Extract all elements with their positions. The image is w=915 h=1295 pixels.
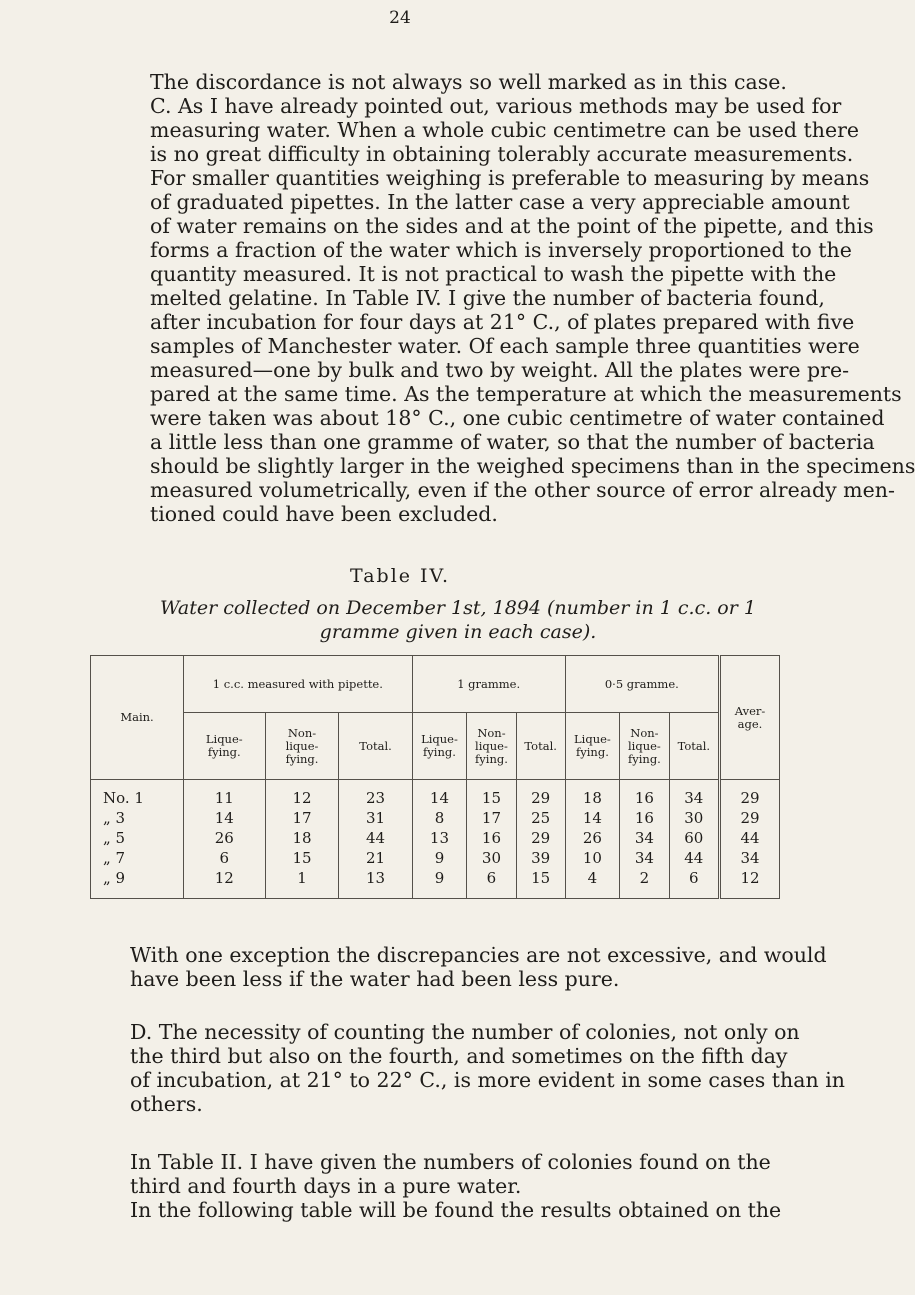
group-header-half-gramme: 0·5 gramme.	[565, 656, 719, 713]
table-cell: 6	[689, 869, 699, 887]
group-header-1-gramme: 1 gramme.	[412, 656, 565, 713]
table-cell: 23	[366, 789, 386, 807]
table-cell: 14	[429, 789, 449, 807]
column-half-g-non-liquefying	[620, 780, 669, 899]
column-1cc-liquefying	[184, 780, 266, 899]
text-line: after incubation for four days at 21° C., of plates prepared with five	[150, 310, 855, 334]
average-column-header: Aver- age.	[720, 656, 780, 780]
text-line: were taken was about 18° C., one cubic centimetre of water contained	[150, 406, 885, 430]
table-cell: 44	[684, 849, 704, 867]
table-cell: 34	[634, 829, 654, 847]
sub-header-non-liquefying: Non- lique- fying.	[467, 713, 516, 780]
table-cell: 4	[587, 869, 598, 887]
sub-header-total: Total.	[669, 713, 719, 780]
column-half-g-liquefying	[565, 780, 620, 899]
text-line: tioned could have been excluded.	[150, 502, 498, 526]
sub-header-total: Total.	[516, 713, 565, 780]
table-cell: 14	[582, 809, 602, 827]
table-cell: 15	[531, 869, 551, 887]
column-1g-liquefying	[412, 780, 467, 899]
group-header-1cc: 1 c.c. measured with pipette.	[184, 656, 413, 713]
text-line: of incubation, at 21° to 22° C., is more evident in some cases than in	[130, 1068, 845, 1092]
row-label: „ 9	[103, 869, 126, 887]
main-column-header: Main.	[91, 656, 184, 780]
text-line: of graduated pipettes. In the latter case a very appreciable amount	[150, 190, 850, 214]
table-cell: 10	[582, 849, 602, 867]
row-label: „ 5	[103, 829, 126, 847]
table-cell: 9	[434, 849, 445, 867]
table-cell: 29	[531, 789, 551, 807]
text-line: quantity measured. It is not practical to wash the pipette with the	[150, 262, 837, 286]
text-line: is no great difficulty in obtaining tolerably accurate measurements.	[150, 142, 854, 166]
text-line: of water remains on the sides and at the point of the pipette, and this	[150, 214, 874, 238]
column-1cc-total	[339, 780, 412, 899]
table-cell: 2	[639, 869, 650, 887]
column-1g-non-liquefying	[467, 780, 516, 899]
text-line: melted gelatine. In Table IV. I give the number of bacteria found,	[150, 286, 825, 310]
table-cell: 16	[481, 829, 501, 847]
paragraph-discrepancies	[130, 943, 827, 991]
table-cell: 16	[634, 789, 654, 807]
table-cell: 18	[582, 789, 602, 807]
text-line: With one exception the discrepancies are not excessive, and would	[130, 943, 827, 967]
row-labels-column	[91, 780, 184, 899]
table-cell: 13	[366, 869, 386, 887]
text-line: In Table II. I have given the numbers of colonies found on the	[130, 1150, 771, 1174]
table-cell: 12	[214, 869, 234, 887]
text-line: have been less if the water had been less pure.	[130, 967, 620, 991]
text-line: The discordance is not always so well marked as in this case.	[150, 70, 787, 94]
table-cell: 34	[634, 849, 654, 867]
table-cell: 30	[481, 849, 501, 867]
sub-header-total: Total.	[339, 713, 412, 780]
page-number: 24	[389, 8, 411, 28]
paragraph-table-two-reference	[130, 1150, 782, 1222]
text-line: measured volumetrically, even if the other source of error already men-	[150, 478, 895, 502]
paragraph-counting-necessity	[130, 1020, 845, 1116]
table-cell: 13	[429, 829, 449, 847]
table-cell: 8	[434, 809, 445, 827]
text-line: measuring water. When a whole cubic centimetre can be used there	[150, 118, 860, 142]
row-label: „ 3	[103, 809, 126, 827]
table-cell: 25	[531, 809, 551, 827]
text-line: In the following table will be found the results obtained on the	[130, 1198, 782, 1222]
sub-header-liquefying: Lique- fying.	[412, 713, 467, 780]
table-cell: 34	[684, 789, 704, 807]
table-cell: 6	[486, 869, 497, 887]
text-line: others.	[130, 1092, 203, 1116]
row-label: No. 1	[103, 789, 144, 807]
table-cell: 26	[582, 829, 602, 847]
sub-header-non-liquefying: Non- lique- fying.	[620, 713, 669, 780]
table-cell: 39	[531, 849, 551, 867]
table-cell: 17	[481, 809, 501, 827]
table-cell: 30	[684, 809, 704, 827]
table-title: Table IV.	[350, 565, 450, 587]
table-cell: 34	[740, 849, 760, 867]
table-cell: 60	[684, 829, 704, 847]
table-cell: 18	[292, 829, 312, 847]
table-cell: 1	[297, 869, 307, 887]
text-line: D. The necessity of counting the number of colonies, not only on	[130, 1020, 800, 1044]
sub-header-liquefying: Lique- fying.	[565, 713, 620, 780]
sub-header-liquefying: Lique- fying.	[184, 713, 266, 780]
table-cell: 29	[740, 809, 760, 827]
table-cell: 14	[214, 809, 234, 827]
column-half-g-total	[669, 780, 719, 899]
table-cell: 29	[531, 829, 551, 847]
text-line: samples of Manchester water. Of each sample three quantities were	[150, 334, 860, 358]
table-cell: 15	[292, 849, 312, 867]
table-cell: 17	[292, 809, 312, 827]
text-line: forms a fraction of the water which is inversely proportioned to the	[150, 238, 852, 262]
text-line: C. As I have already pointed out, various methods may be used for	[150, 94, 842, 118]
sub-header-non-liquefying: Non- lique- fying.	[265, 713, 339, 780]
table-cell: 12	[292, 789, 312, 807]
table-cell: 12	[740, 869, 760, 887]
table-cell: 9	[434, 869, 445, 887]
column-1cc-non-liquefying	[265, 780, 339, 899]
table-cell: 44	[740, 829, 760, 847]
table-cell: 26	[214, 829, 234, 847]
table-cell: 11	[214, 789, 234, 807]
text-line: the third but also on the fourth, and sometimes on the fifth day	[130, 1044, 788, 1068]
bacteria-count-table	[90, 655, 780, 899]
column-1g-total	[516, 780, 565, 899]
table-body-row	[91, 780, 780, 899]
text-line: a little less than one gramme of water, so that the number of bacteria	[150, 430, 875, 454]
table-cell: 44	[366, 829, 386, 847]
row-label: „ 7	[103, 849, 126, 867]
table-cell: 29	[740, 789, 760, 807]
table-caption: Water collected on December 1st, 1894 (number in 1 c.c. or 1 gramme given in each case).	[160, 597, 756, 643]
table-cell: 21	[366, 849, 386, 867]
column-average	[720, 780, 780, 899]
text-line: measured—one by bulk and two by weight. All the plates were pre-	[150, 358, 850, 382]
text-line: third and fourth days in a pure water.	[130, 1174, 522, 1198]
table-cell: 31	[366, 809, 386, 827]
text-line: should be slightly larger in the weighed specimens than in the specimens	[150, 454, 915, 478]
table-cell: 16	[634, 809, 654, 827]
table-cell: 15	[481, 789, 501, 807]
paragraph-measurement-methods	[150, 70, 915, 526]
table-cell: 6	[219, 849, 230, 867]
text-line: For smaller quantities weighing is preferable to measuring by means	[150, 166, 870, 190]
text-line: pared at the same time. As the temperature at which the measurements	[150, 382, 902, 406]
